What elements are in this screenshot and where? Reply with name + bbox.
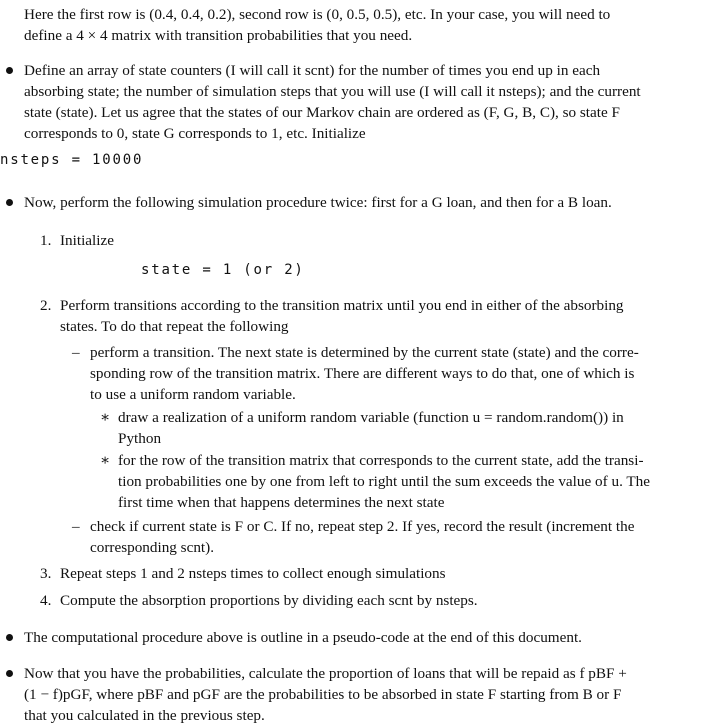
bullet-dot-icon (6, 67, 13, 74)
bullet1-line-3: state (state). Let us agree that the states of our Markov chain are ordered as (F, G, B, C), so state F (24, 104, 620, 121)
step-3-text: Repeat steps 1 and 2 nsteps times to collect enough simulations (60, 565, 446, 582)
subsubstep1-line-1: draw a realization of a uniform random variable (function u = random.random()) in (118, 409, 624, 426)
bullet4-line-3: that you calculated in the previous step. (24, 707, 265, 724)
subsubstep2-line-2: tion probabilities one by one from left to right until the sum exceeds the value of u. The (118, 473, 650, 490)
substep-check-state (72, 516, 692, 558)
dash-marker: – (72, 518, 80, 535)
bullet3-text: The computational procedure above is outline in a pseudo-code at the end of this document. (24, 629, 582, 646)
step-2 (40, 295, 692, 337)
substep-perform-transition (72, 342, 692, 405)
step-1-text: Initialize (60, 232, 114, 249)
subsubstep2-line-3: first time when that happens determines the next state (118, 494, 445, 511)
asterisk-marker: ∗ (100, 452, 111, 469)
bullet-dot-icon (6, 634, 13, 641)
bullet1-line-4: corresponds to 0, state G corresponds to 1, etc. Initialize (24, 125, 366, 142)
step-2-line-1: Perform transitions according to the transition matrix until you end in either of the absorbing (60, 297, 624, 314)
step-4 (40, 590, 692, 611)
step-3-number: 3. (40, 565, 52, 582)
bullet-state-counters (24, 60, 692, 144)
subsubstep-draw-uniform (100, 407, 692, 449)
step-1 (40, 230, 692, 251)
substep2-line-2: corresponding scnt). (90, 539, 214, 556)
substep1-line-3: to use a uniform random variable. (90, 386, 296, 403)
bullet4-line-1: Now that you have the probabilities, calculate the proportion of loans that will be repaid as f pBF + (24, 665, 627, 682)
substep1-line-1: perform a transition. The next state is determined by the current state (state) and the corre- (90, 344, 639, 361)
dash-marker: – (72, 344, 80, 361)
asterisk-marker: ∗ (100, 409, 111, 426)
substep2-line-1: check if current state is F or C. If no, repeat step 2. If yes, record the result (increment the (90, 518, 635, 535)
bullet4-line-2: (1 − f)pGF, where pBF and pGF are the probabilities to be absorbed in state F starting from B or F (24, 686, 622, 703)
step-2-line-2: states. To do that repeat the following (60, 318, 289, 335)
step-1-number: 1. (40, 232, 52, 249)
substep1-line-2: sponding row of the transition matrix. There are different ways to do that, one of which is (90, 365, 635, 382)
bullet2-text: Now, perform the following simulation procedure twice: first for a G loan, and then for a B loan. (24, 194, 612, 211)
subsubstep1-line-2: Python (118, 430, 162, 447)
intro-paragraph (24, 4, 692, 46)
step-3 (40, 563, 692, 584)
step-4-text: Compute the absorption proportions by dividing each scnt by nsteps. (60, 592, 478, 609)
code-nsteps: nsteps = 10000 (0, 152, 144, 168)
code-state: state = 1 (or 2) (141, 262, 305, 278)
subsubstep-add-probabilities (100, 450, 692, 513)
intro-line-2: define a 4 × 4 matrix with transition probabilities that you need. (24, 27, 413, 44)
bullet-dot-icon (6, 199, 13, 206)
subsubstep2-line-1: for the row of the transition matrix that corresponds to the current state, add the transi- (118, 452, 644, 469)
bullet1-line-1: Define an array of state counters (I will call it scnt) for the number of times you end up in each (24, 62, 601, 79)
bullet-repaid-proportion (24, 663, 692, 726)
intro-line-1: Here the first row is (0.4, 0.4, 0.2), second row is (0, 0.5, 0.5), etc. In your case, you will need to (24, 6, 611, 23)
bullet1-line-2: absorbing state; the number of simulation steps that you will use (I will call it nsteps); and the current (24, 83, 641, 100)
step-2-number: 2. (40, 297, 52, 314)
step-4-number: 4. (40, 592, 52, 609)
bullet-pseudo-code-note (24, 627, 692, 648)
bullet-simulation-procedure (24, 192, 692, 213)
bullet-dot-icon (6, 670, 13, 677)
